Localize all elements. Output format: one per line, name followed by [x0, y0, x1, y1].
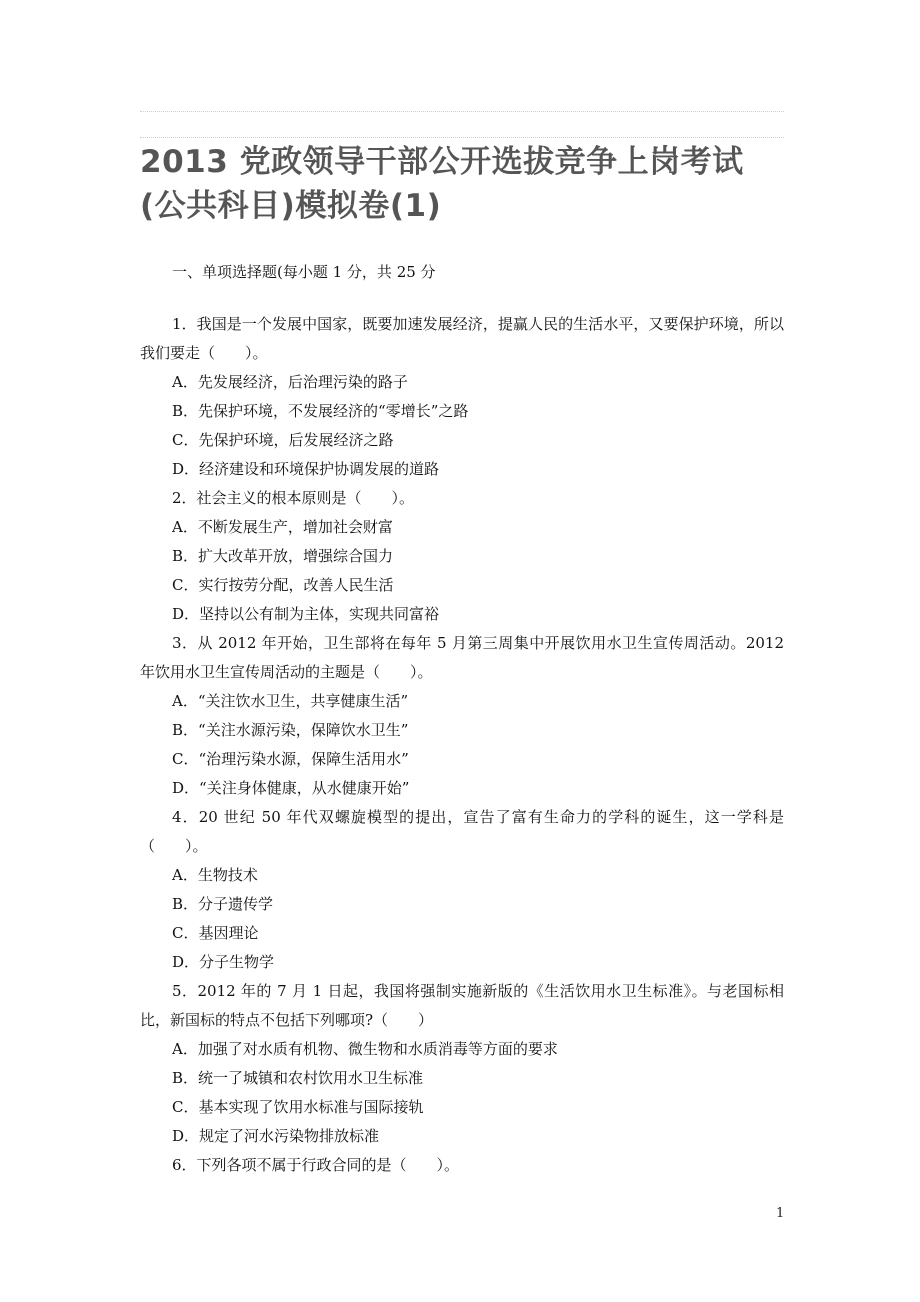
question-5: 5．2012 年的 7 月 1 日起，我国将强制实施新版的《生活饮用水卫生标准》。与老国标相比，新国标的特点不包括下列哪项?（ ） [140, 982, 784, 1029]
question-3-option-d: D．“关注身体健康，从水健康开始” [172, 779, 410, 797]
question-4-option-a: A．生物技术 [172, 866, 258, 884]
question-5-option-a: A．加强了对水质有机物、微生物和水质消毒等方面的要求 [172, 1040, 558, 1058]
question-2-option-d: D．坚持以公有制为主体，实现共同富裕 [172, 605, 440, 623]
question-4-option-c: C．基因理论 [172, 924, 259, 942]
question-1-option-a: A．先发展经济，后治理污染的路子 [172, 373, 408, 391]
question-4: 4．20 世纪 50 年代双螺旋模型的提出，宣告了富有生命力的学科的诞生，这一学科是（ ）。 [140, 808, 784, 855]
question-3: 3．从 2012 年开始，卫生部将在每年 5 月第三周集中开展饮用水卫生宣传周活动。2012 年饮用水卫生宣传周活动的主题是（ ）。 [140, 634, 784, 681]
question-2-option-b: B．扩大改革开放，增强综合国力 [172, 547, 394, 565]
document-title [140, 140, 800, 228]
header-rule-bottom [140, 137, 784, 138]
question-3-option-c: C．“治理污染水源，保障生活用水” [172, 750, 409, 768]
question-1-option-b: B．先保护环境，不发展经济的“零增长”之路 [172, 402, 469, 420]
question-5-option-c: C．基本实现了饮用水标准与国际接轨 [172, 1098, 424, 1116]
question-2: 2．社会主义的根本原则是（ ）。 [172, 489, 415, 507]
question-4-option-b: B．分子遗传学 [172, 895, 274, 913]
question-1-option-d: D．经济建设和环境保护协调发展的道路 [172, 460, 440, 478]
question-6: 6．下列各项不属于行政合同的是（ ）。 [172, 1156, 460, 1174]
title-line-2: (公共科目)模拟卷(1) [140, 188, 442, 224]
question-2-option-c: C．实行按劳分配，改善人民生活 [172, 576, 394, 594]
question-2-option-a: A．不断发展生产，增加社会财富 [172, 518, 393, 536]
question-5-option-d: D．规定了河水污染物排放标准 [172, 1127, 380, 1145]
question-3-option-a: A．“关注饮水卫生，共享健康生活” [172, 692, 409, 710]
document-body [140, 258, 784, 1180]
page-number: 1 [776, 1206, 785, 1221]
question-5-option-b: B．统一了城镇和农村饮用水卫生标准 [172, 1069, 424, 1087]
question-3-option-b: B．“关注水源污染，保障饮水卫生” [172, 721, 409, 739]
question-1: 1．我国是一个发展中国家，既要加速发展经济，提赢人民的生活水平，又要保护环境，所以我们要走（ ）。 [140, 315, 784, 362]
question-1-option-c: C．先保护环境，后发展经济之路 [172, 431, 394, 449]
header-rule-top [140, 111, 784, 112]
title-line-1: 2013 党政领导干部公开选拔竞争上岗考试 [140, 144, 744, 180]
section-heading: 一、单项选择题(每小题 1 分，共 25 分 [172, 263, 436, 281]
question-4-option-d: D．分子生物学 [172, 953, 275, 971]
